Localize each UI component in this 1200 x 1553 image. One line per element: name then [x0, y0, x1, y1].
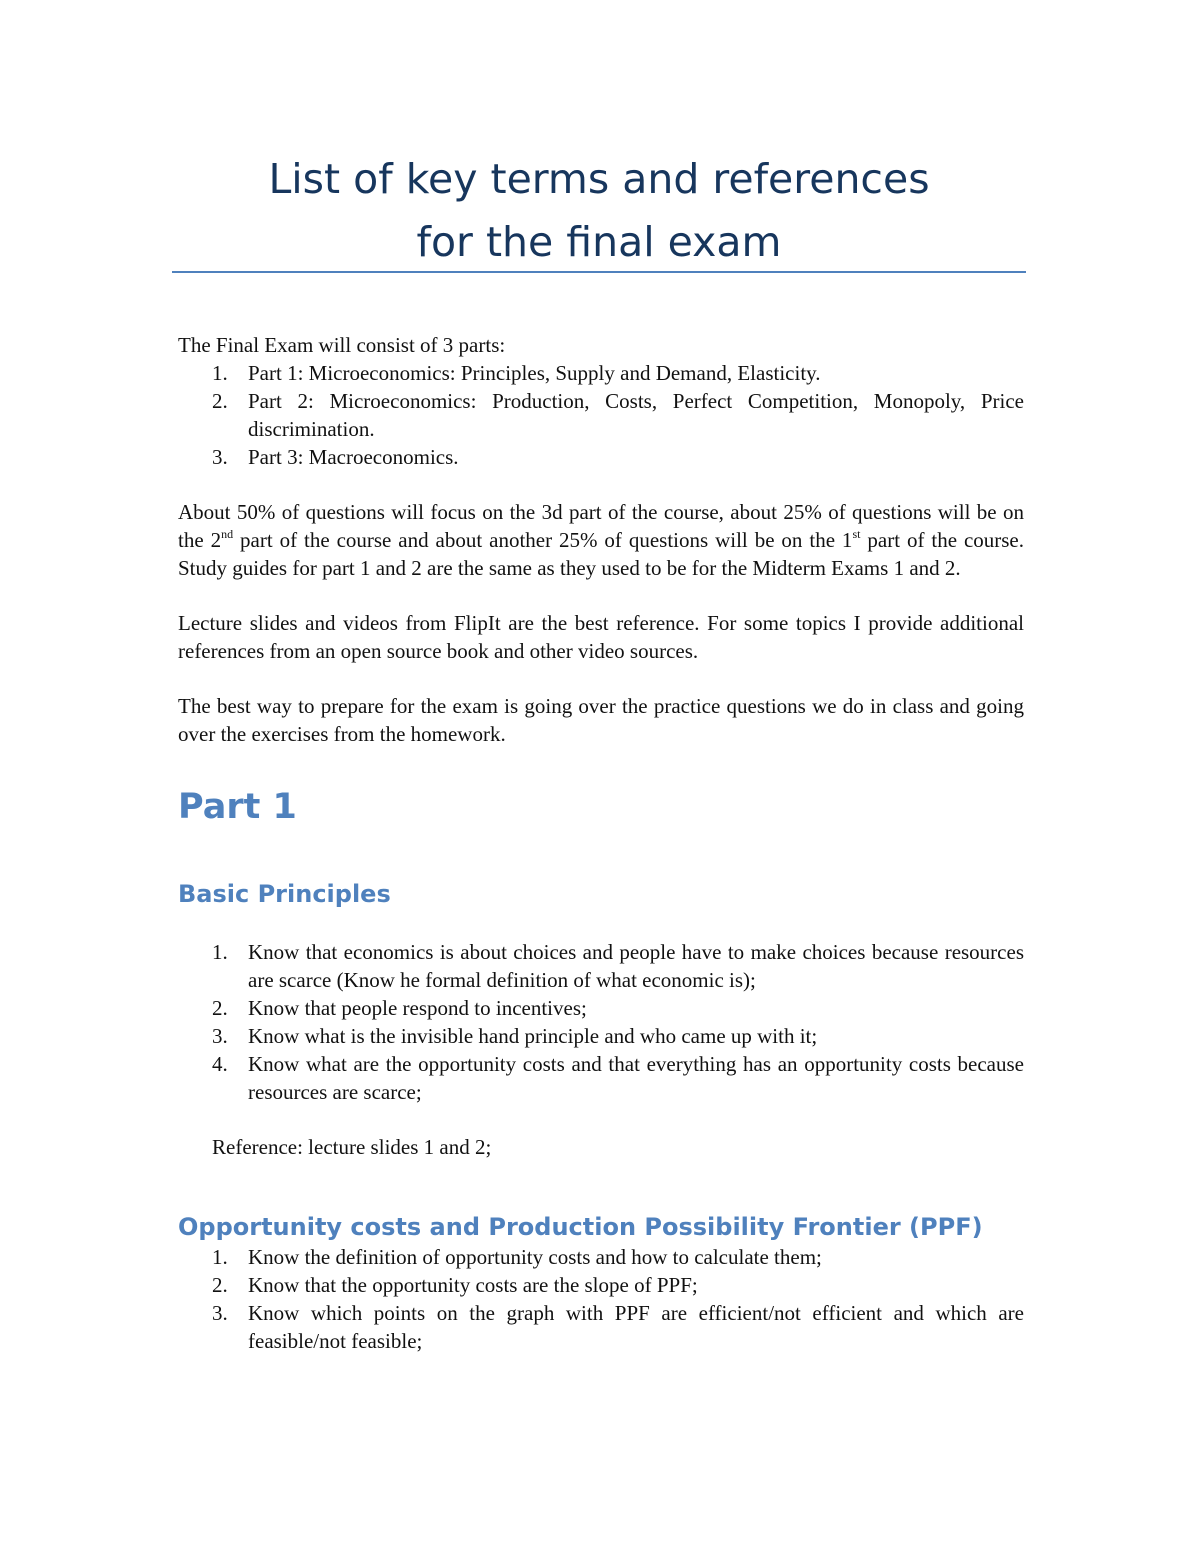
list-item [178, 443, 1024, 471]
prepare-paragraph: The best way to prepare for the exam is going over the practice questions we do in class and going over the exercises from the homework. [178, 694, 1024, 746]
list-item [178, 387, 1024, 443]
list-text: Part 3: Macroeconomics. [248, 445, 459, 469]
references-paragraph: Lecture slides and videos from FlipIt are the best reference. For some topics I provide additional references from an open source book and other video sources. [178, 611, 1024, 663]
intro-text: The Final Exam will consist of 3 parts: [178, 333, 506, 357]
list-number: 4. [212, 1052, 228, 1076]
basic-principles-list [178, 938, 1024, 1106]
list-number: 2. [212, 389, 228, 413]
list-number: 1. [212, 1245, 228, 1269]
list-text: Know which points on the graph with PPF are efficient/not efficient and which are feasible/not feasible; [248, 1301, 1024, 1353]
exam-parts-list [178, 359, 1024, 471]
paragraph-text: About 50% of questions will focus on the 3d part of the course, about 25% of questions will be on the 2 [178, 500, 1024, 552]
list-text: Know that people respond to incentives; [248, 996, 587, 1020]
title-line-1: List of key terms and references [268, 155, 930, 203]
paragraph-text: part of the course. Study guides for part 1 and 2 are the same as they used to be for the Midterm Exams 1 and 2. [178, 528, 1024, 580]
title-line-2: for the final exam [416, 218, 782, 266]
list-number: 2. [212, 996, 228, 1020]
list-number: 3. [212, 1301, 228, 1325]
list-number: 2. [212, 1273, 228, 1297]
ppf-list [178, 1243, 1024, 1355]
list-text: Part 2: Microeconomics: Production, Costs, Perfect Competition, Monopoly, Price discrimination. [248, 389, 1024, 441]
document-body [178, 331, 1024, 1355]
list-text: Part 1: Microeconomics: Principles, Supply and Demand, Elasticity. [248, 361, 821, 385]
list-item [178, 1271, 1024, 1299]
list-number: 1. [212, 940, 228, 964]
list-number: 1. [212, 361, 228, 385]
superscript: st [852, 527, 861, 541]
list-item [178, 359, 1024, 387]
title-divider [172, 271, 1026, 273]
list-text: Know the definition of opportunity costs and how to calculate them; [248, 1245, 822, 1269]
list-item [178, 1243, 1024, 1271]
list-item [178, 1299, 1024, 1355]
basic-principles-heading: Basic Principles [178, 880, 391, 908]
list-text: Know that the opportunity costs are the slope of PPF; [248, 1273, 698, 1297]
basic-principles-reference: Reference: lecture slides 1 and 2; [212, 1135, 492, 1159]
superscript: nd [221, 527, 234, 541]
list-item [178, 938, 1024, 994]
list-number: 3. [212, 1024, 228, 1048]
list-number: 3. [212, 445, 228, 469]
list-text: Know what is the invisible hand principle and who came up with it; [248, 1024, 818, 1048]
list-text: Know what are the opportunity costs and that everything has an opportunity costs because resources are scarce; [248, 1052, 1024, 1104]
list-item [178, 1022, 1024, 1050]
list-text: Know that economics is about choices and people have to make choices because resources are scarce (Know he formal definition of what economic is); [248, 940, 1024, 992]
part-1-heading: Part 1 [178, 787, 297, 827]
list-item [178, 1050, 1024, 1106]
document-title [172, 148, 1026, 274]
weights-paragraph [178, 498, 1024, 582]
list-item [178, 994, 1024, 1022]
ppf-heading: Opportunity costs and Production Possibility Frontier (PPF) [178, 1213, 983, 1241]
paragraph-text: part of the course and about another 25% of questions will be on the 1 [233, 528, 853, 552]
